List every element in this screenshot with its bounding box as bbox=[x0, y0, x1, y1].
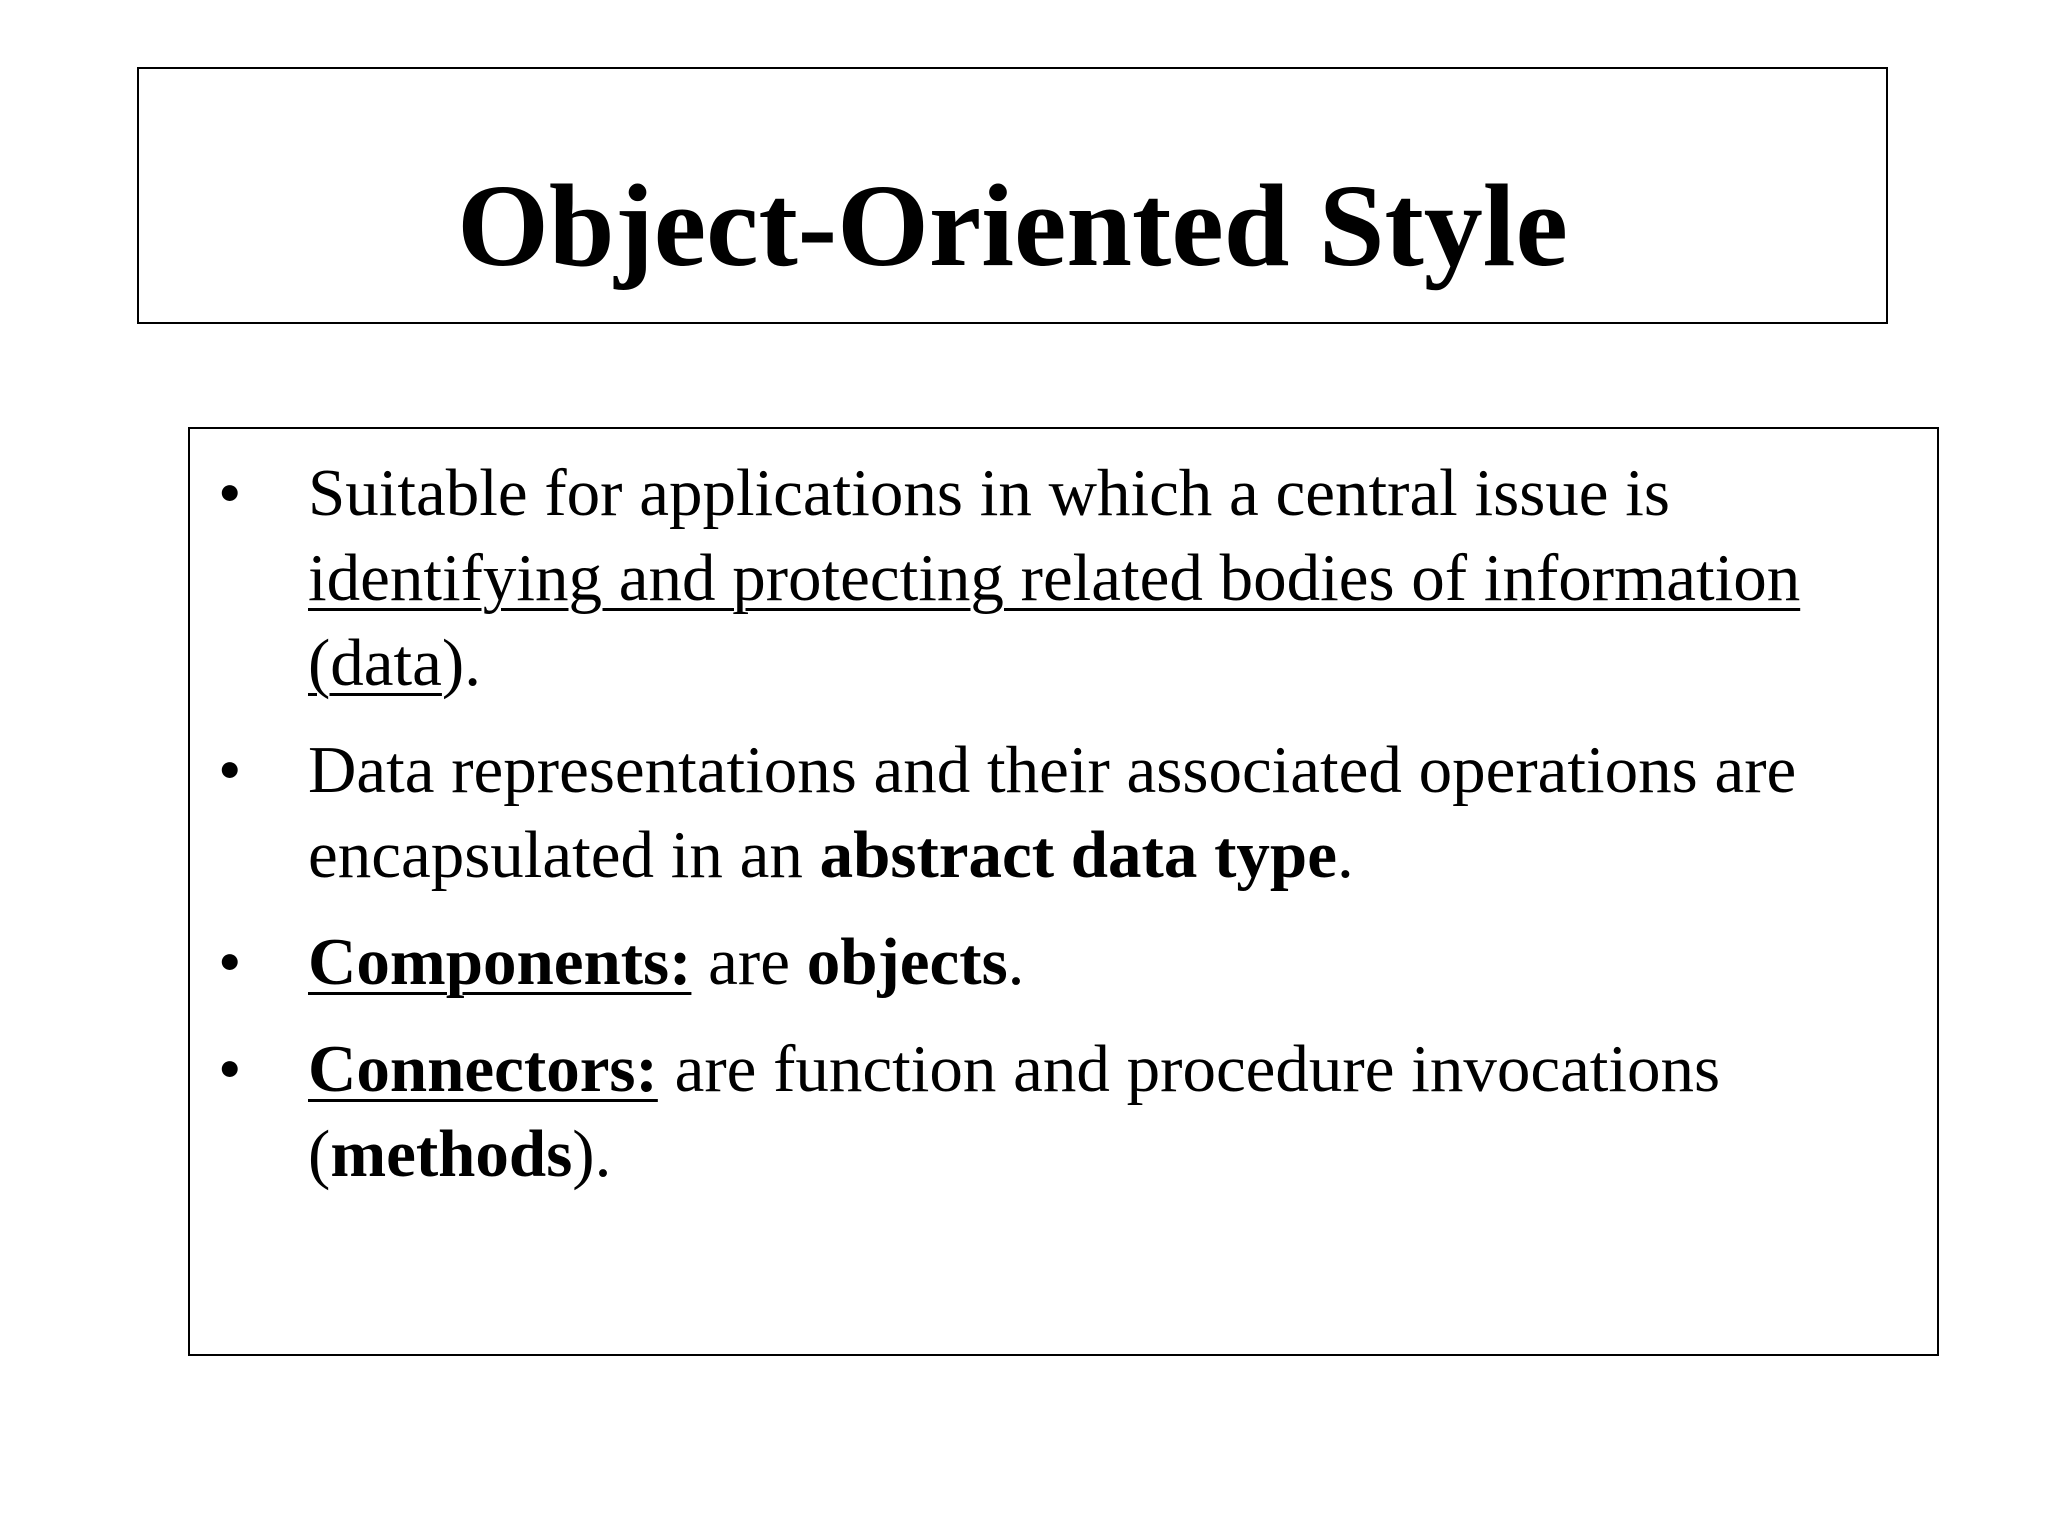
bullet-list bbox=[210, 451, 1930, 1219]
bullet-item-data-representations bbox=[210, 728, 1930, 898]
bullet-text: are bbox=[691, 925, 807, 999]
bullet-label: Components: bbox=[308, 925, 692, 999]
slide-title: Object-Oriented Style bbox=[457, 160, 1568, 291]
bullet-item-suitable bbox=[210, 451, 1930, 706]
bullet-text-end: ). bbox=[441, 626, 481, 700]
bullet-text: are function and procedure invocations ( bbox=[308, 1032, 1721, 1191]
bullet-text: Data representations and their associated operations are encapsulated in an bbox=[308, 733, 1797, 892]
title-box bbox=[137, 67, 1888, 324]
bullet-icon: • bbox=[218, 925, 242, 999]
bullet-icon: • bbox=[218, 733, 242, 807]
bullet-icon: • bbox=[218, 1032, 242, 1106]
bold-term: methods bbox=[330, 1117, 573, 1191]
bullet-item-components bbox=[210, 920, 1930, 1005]
bullet-icon: • bbox=[218, 456, 242, 530]
content-box bbox=[188, 427, 1939, 1356]
bullet-text-end: . bbox=[1007, 925, 1025, 999]
bullet-text-end: ). bbox=[572, 1117, 612, 1191]
bullet-label: Connectors: bbox=[308, 1032, 658, 1106]
bullet-text-end: . bbox=[1336, 818, 1354, 892]
underlined-text: identifying and protecting related bodies of information (data bbox=[308, 541, 1801, 700]
bullet-item-connectors bbox=[210, 1027, 1930, 1197]
bold-term: abstract data type bbox=[819, 818, 1337, 892]
bold-term: objects bbox=[806, 925, 1008, 999]
bullet-text: Suitable for applications in which a central issue is bbox=[308, 456, 1670, 530]
